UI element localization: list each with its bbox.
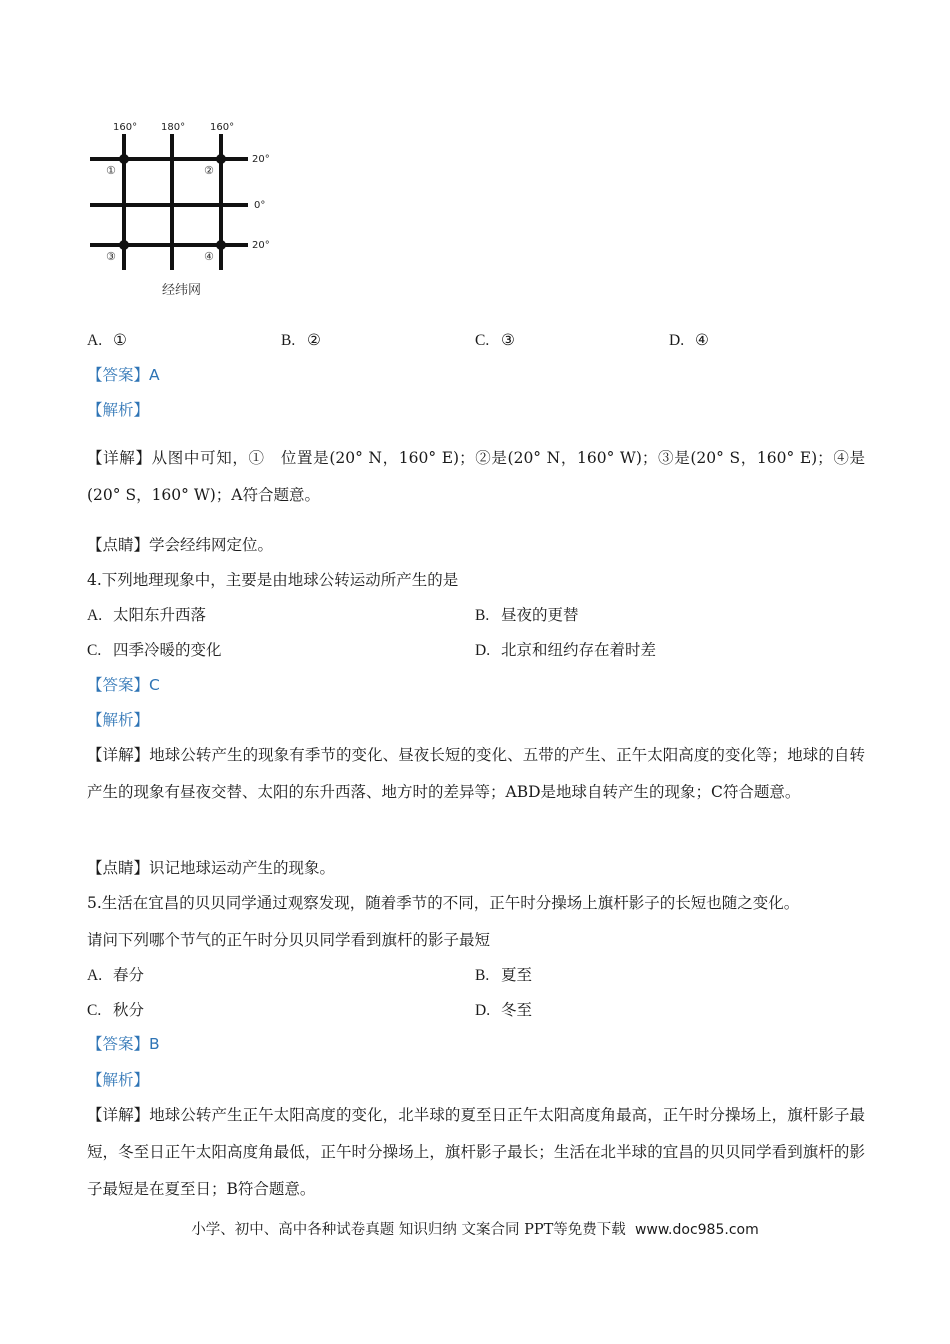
q3-answer: 【答案】A	[87, 366, 160, 384]
q3-option-d: D. ④	[669, 331, 709, 349]
q4-tip: 【点睛】识记地球运动产生的现象。	[87, 859, 336, 877]
right-label-3: 20°	[252, 240, 270, 251]
grid-diagram	[82, 112, 282, 302]
q3-option-a: A. ①	[87, 331, 127, 349]
q5-option-b: B. 夏至	[475, 966, 533, 984]
q5-question-line1: 5.生活在宜昌的贝贝同学通过观察发现，随着季节的不同，正午时分操场上旗杆影子的长短也随之变化。	[87, 894, 800, 912]
right-label-1: 20°	[252, 154, 270, 165]
footer-url[interactable]: www.doc985.com	[634, 1222, 759, 1238]
top-label-1: 160°	[113, 122, 138, 133]
point-dot-2	[216, 154, 226, 164]
q5-option-c: C. 秋分	[87, 1001, 145, 1019]
q5-answer: 【答案】B	[87, 1035, 160, 1053]
q5-question-line2: 请问下列哪个节气的正午时分贝贝同学看到旗杆的影子最短	[87, 931, 491, 949]
q4-analysis: 【解析】	[87, 711, 150, 729]
q5-option-a: A. 春分	[87, 966, 145, 984]
top-label-3: 160°	[210, 122, 235, 133]
q4-option-c: C. 四季冷暖的变化	[87, 641, 222, 659]
q4-option-a: A. 太阳东升西落	[87, 606, 207, 624]
q5-detail: 【详解】地球公转产生正午太阳高度的变化，北半球的夏至日正午太阳高度角最高，正午时分操场上，旗杆影子最短，冬至日正午太阳高度角最低，正午时分操场上，旗杆影子最长；生活在北半球的宜昌的贝贝同学看到旗杆的影子最短是在夏至日；B符合题意。	[87, 1106, 865, 1198]
q3-tip: 【点睛】学会经纬网定位。	[87, 536, 274, 554]
q3-option-c: C. ③	[475, 331, 515, 349]
page-footer	[0, 1219, 950, 1241]
q3-detail: 【详解】从图中可知，① 位置是(20° N，160° E)；②是(20° N，160° W)；③是(20° S，160° E)；④是(20° S，160° W)；A符合题意。	[87, 449, 865, 504]
top-label-2: 180°	[161, 122, 186, 133]
q3-option-b: B. ②	[281, 331, 321, 349]
point-label-1: ①	[106, 164, 116, 177]
point-label-3: ③	[106, 250, 116, 263]
point-label-2: ②	[204, 164, 214, 177]
figure-caption: 经纬网	[162, 283, 202, 298]
q5-analysis: 【解析】	[87, 1071, 150, 1089]
right-label-2: 0°	[254, 200, 266, 211]
footer-text: 小学、初中、高中各种试卷真题 知识归纳 文案合同 PPT等免费下载	[191, 1222, 626, 1238]
point-dot-1	[119, 154, 129, 164]
q4-detail: 【详解】地球公转产生的现象有季节的变化、昼夜长短的变化、五带的产生、正午太阳高度的变化等；地球的自转产生的现象有昼夜交替、太阳的东升西落、地方时的差异等；ABD是地球自转产生的现象；C符合题意。	[87, 746, 865, 801]
lat-lon-grid-figure	[82, 112, 282, 302]
point-dot-4	[216, 240, 226, 250]
point-dot-3	[119, 240, 129, 250]
q4-option-b: B. 昼夜的更替	[475, 606, 579, 624]
point-label-4: ④	[204, 250, 214, 263]
q4-option-d: D. 北京和纽约存在着时差	[475, 641, 657, 659]
q3-analysis: 【解析】	[87, 401, 150, 419]
q4-question: 4.下列地理现象中，主要是由地球公转运动所产生的是	[87, 571, 459, 589]
q4-answer: 【答案】C	[87, 676, 160, 694]
q5-option-d: D. 冬至	[475, 1001, 533, 1019]
